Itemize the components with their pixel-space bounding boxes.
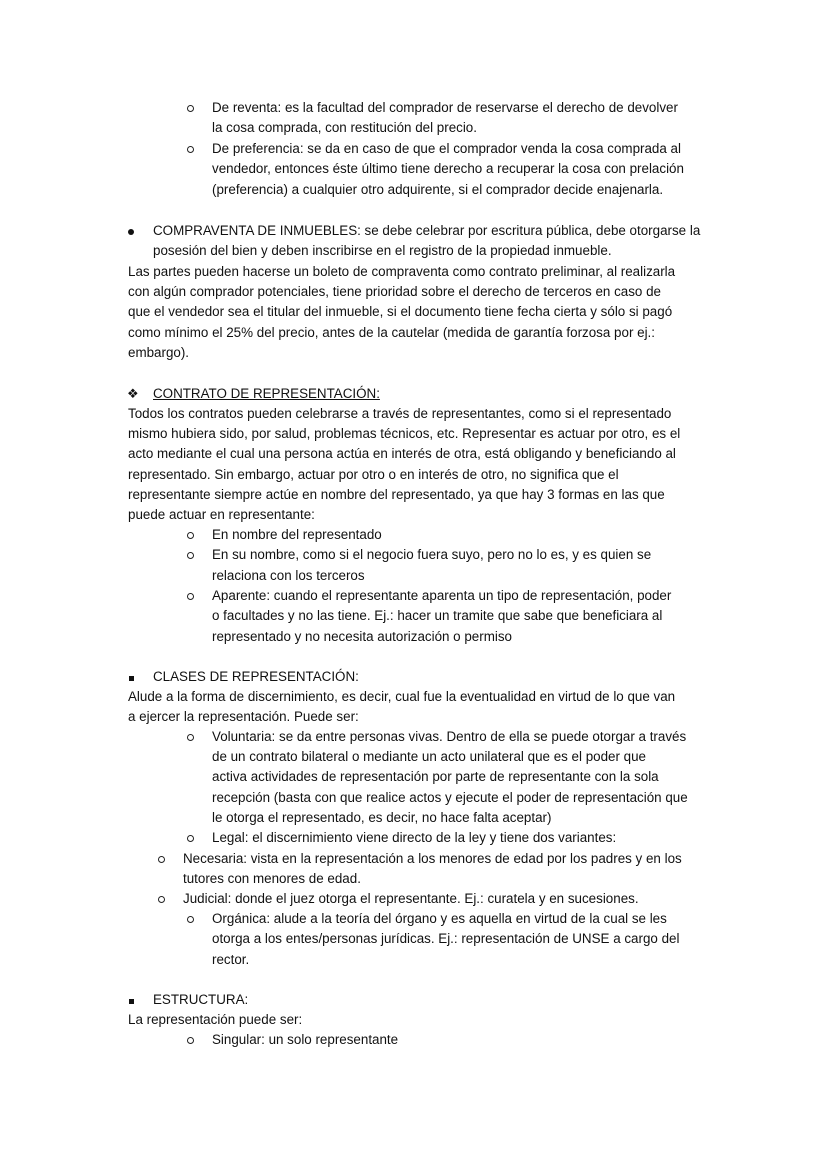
text-line: la cosa comprada, con restitución del precio.	[212, 120, 477, 135]
text-line: Las partes pueden hacerse un boleto de compraventa como contrato preliminar, al realizarla	[128, 264, 676, 279]
circle-bullet-icon	[187, 1030, 194, 1050]
section-heading: ESTRUCTURA:	[153, 992, 249, 1007]
text-line: Singular: un solo representante	[212, 1032, 399, 1047]
circle-bullet-icon	[187, 98, 194, 118]
text-line: Aparente: cuando el representante aparenta un tipo de representación, poder	[212, 588, 672, 603]
circle-bullet-icon	[187, 525, 194, 545]
circle-bullet-icon	[187, 545, 194, 565]
text-line: tutores con menores de edad.	[183, 871, 361, 886]
circle-bullet-icon	[187, 727, 194, 747]
text-line: En nombre del representado	[212, 527, 382, 542]
text-line: activa actividades de representación por parte de representante con la sola	[212, 769, 659, 784]
square-bullet-icon	[129, 990, 134, 1010]
text-line: puede actuar en representante:	[128, 507, 315, 522]
square-bullet-icon	[129, 667, 134, 687]
text-line: Judicial: donde el juez otorga el representante. Ej.: curatela y en sucesiones.	[183, 891, 639, 906]
text-line: relaciona con los terceros	[212, 568, 365, 583]
text-line: Legal: el discernimiento viene directo de la ley y tiene dos variantes:	[212, 830, 617, 845]
text-line: de un contrato bilateral o mediante un acto unilateral que es el poder que	[212, 749, 647, 764]
text-line: a ejercer la representación. Puede ser:	[128, 709, 359, 724]
circle-bullet-icon	[158, 849, 165, 869]
text-line: mismo hubiera sido, por salud, problemas técnicos, etc. Representar es actuar por otro, es el	[128, 426, 681, 441]
text-line: con algún comprador potenciales, tiene prioridad sobre el derecho de terceros en caso de	[128, 284, 661, 299]
text-line: (preferencia) a cualquier otro adquirente, si el comprador decide enajenarla.	[212, 182, 664, 197]
text-line: La representación puede ser:	[128, 1012, 303, 1027]
text-line: Necesaria: vista en la representación a los menores de edad por los padres y en los	[183, 851, 682, 866]
text-line: recepción (basta con que realice actos y ejecute el poder de representación que	[212, 790, 688, 805]
text-line: En su nombre, como si el negocio fuera suyo, pero no lo es, y es quien se	[212, 547, 652, 562]
text-line: acto mediante el cual una persona actúa en interés de otra, está obligando y beneficiando al	[128, 446, 676, 461]
text-line: que el vendedor sea el titular del inmueble, si el documento tiene fecha cierta y sólo si pagó	[128, 304, 673, 319]
text-line: rector.	[212, 952, 250, 967]
text-line: embargo).	[128, 345, 190, 360]
text-line: Alude a la forma de discernimiento, es decir, cual fue la eventualidad en virtud de lo que van	[128, 689, 676, 704]
circle-bullet-icon	[187, 139, 194, 159]
text-line: representante siempre actúe en nombre del representado, ya que hay 3 formas en las que	[128, 487, 665, 502]
text-line: representado. Sin embargo, actuar por otro o en interés de otro, no significa que el	[128, 467, 619, 482]
text-line: representado y no necesita autorización o permiso	[212, 629, 512, 644]
text-line: o facultades y no las tiene. Ej.: hacer un tramite que sabe que beneficiara al	[212, 608, 663, 623]
text-line: otorga a los entes/personas jurídicas. Ej.: representación de UNSE a cargo del	[212, 931, 680, 946]
text-line: Orgánica: alude a la teoría del órgano y es aquella en virtud de la cual se les	[212, 911, 667, 926]
disc-bullet-icon	[128, 221, 134, 241]
text-line: le otorga el representado, es decir, no hace falta aceptar)	[212, 810, 552, 825]
text-line: Voluntaria: se da entre personas vivas. Dentro de ella se puede otorgar a través	[212, 729, 687, 744]
text-line: De reventa: es la facultad del comprador de reservarse el derecho de devolver	[212, 100, 678, 115]
section-heading: CONTRATO DE REPRESENTACIÓN:	[153, 386, 380, 401]
text-line: De preferencia: se da en caso de que el comprador venda la cosa comprada al	[212, 141, 681, 156]
circle-bullet-icon	[187, 586, 194, 606]
section-heading: CLASES DE REPRESENTACIÓN:	[153, 669, 359, 684]
text-line: COMPRAVENTA DE INMUEBLES: se debe celebrar por escritura pública, debe otorgarse la	[153, 223, 701, 238]
text-line: posesión del bien y deben inscribirse en el registro de la propiedad inmueble.	[153, 243, 612, 258]
circle-bullet-icon	[187, 909, 194, 929]
text-line: Todos los contratos pueden celebrarse a través de representantes, como si el representado	[128, 406, 672, 421]
text-line: como mínimo el 25% del precio, antes de la cautelar (medida de garantía forzosa por ej.:	[128, 325, 655, 340]
circle-bullet-icon	[158, 889, 165, 909]
text-line: vendedor, entonces éste último tiene derecho a recuperar la cosa con prelación	[212, 161, 684, 176]
diamond-bullet-icon: ❖	[127, 386, 139, 401]
circle-bullet-icon	[187, 828, 194, 848]
